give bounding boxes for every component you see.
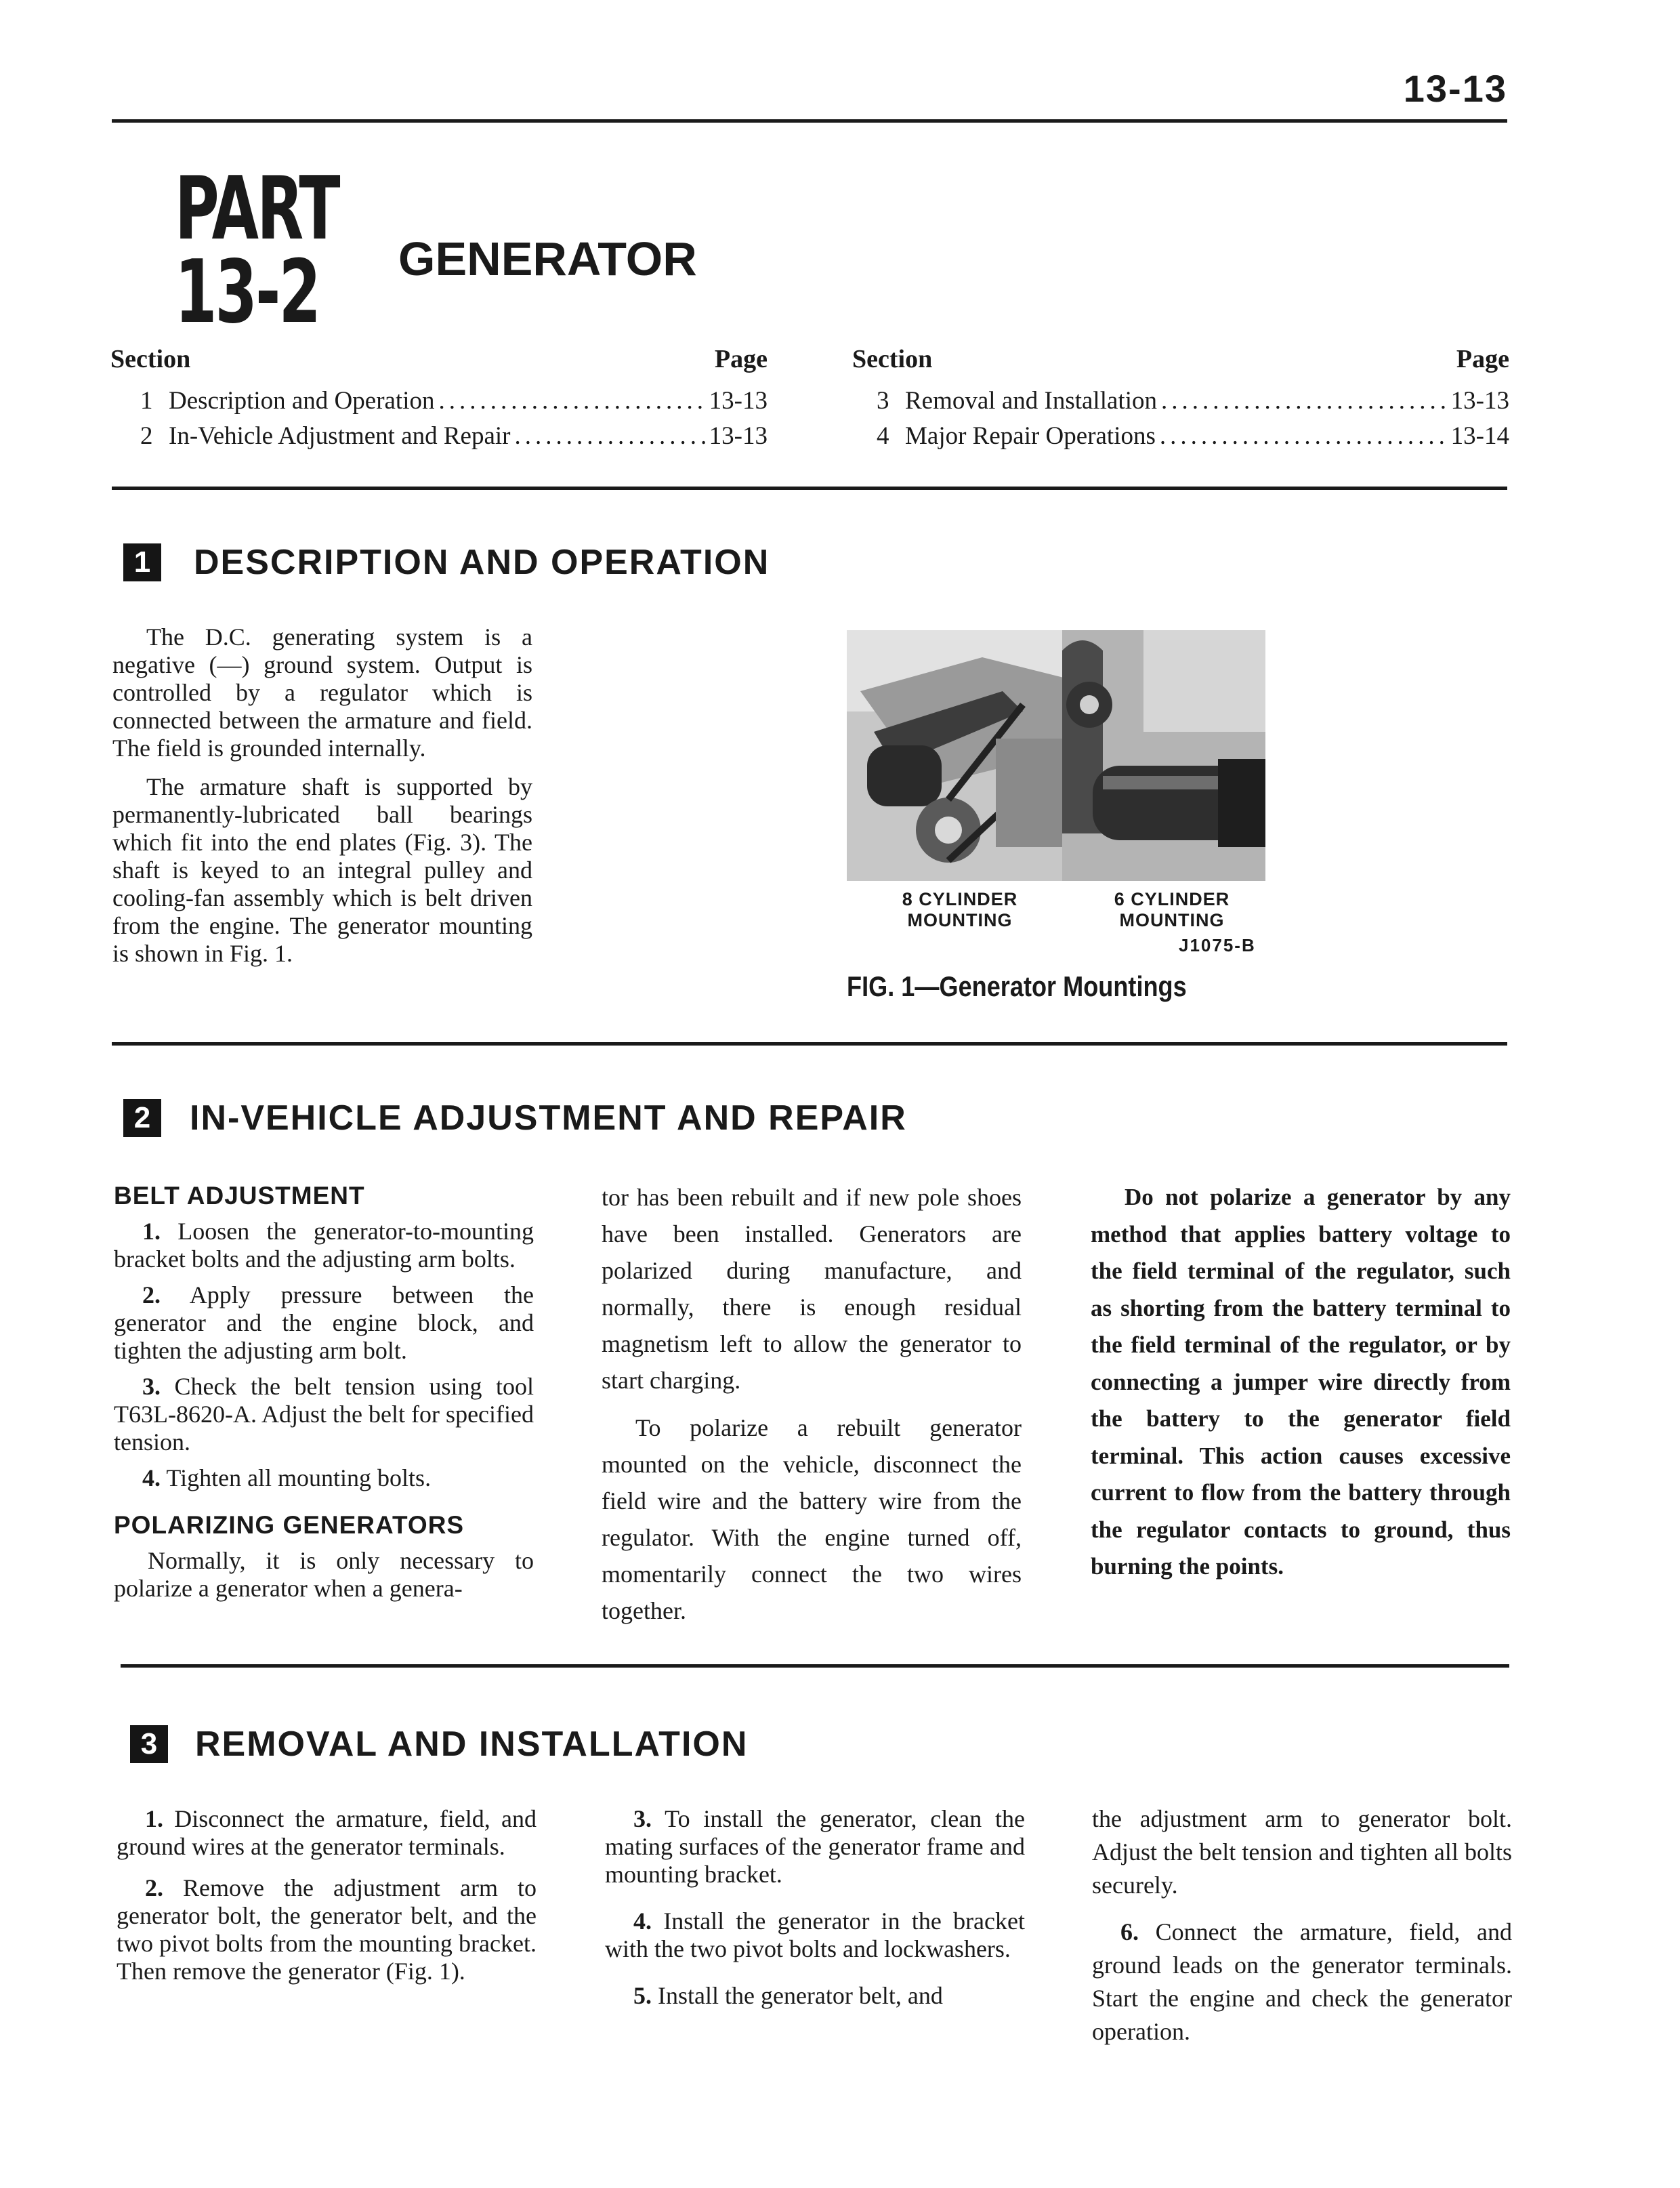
step-text: Loosen the generator-to-mounting bracket bolts and the adjusting arm bolts. — [114, 1218, 534, 1273]
toc-row-num: 3 — [877, 387, 889, 415]
toc-rule — [112, 487, 1507, 490]
part-title: GENERATOR — [398, 232, 697, 285]
header-rule — [112, 119, 1507, 123]
step-text: Remove the adjustment arm to generator bolt, the generator belt, and the two pivot bolts from the mounting bracket. Then remove the generator (Fig. 1). — [117, 1874, 537, 1985]
figure-label-6-cylinder: 6 CYLINDER MOUNTING — [1114, 889, 1230, 930]
toc-row-title: In-Vehicle Adjustment and Repair — [169, 422, 511, 450]
toc-row-num: 2 — [140, 422, 153, 450]
step-number: 6. — [1120, 1918, 1139, 1945]
toc-section-label: Section — [110, 345, 191, 373]
step-item — [1092, 1916, 1512, 2048]
toc-right — [852, 344, 1509, 454]
paragraph: Normally, it is only necessary to polarize a generator when a genera- — [114, 1547, 534, 1602]
figure-caption: FIG. 1—Generator Mountings — [847, 970, 1187, 1002]
step-number: 4. — [142, 1464, 161, 1491]
part-label-block — [175, 159, 339, 343]
paragraph: the adjustment arm to generator bolt. Adjust the belt tension and tighten all bolts securely. — [1092, 1805, 1512, 1899]
engine-photo-icon — [1062, 630, 1265, 881]
section-3-col-2 — [605, 1805, 1025, 2018]
section-1-text — [112, 623, 532, 978]
section-2-col-1 — [114, 1182, 534, 1613]
section-title: REMOVAL AND INSTALLATION — [195, 1725, 749, 1764]
step-number: 1. — [142, 1218, 161, 1245]
step-number: 2. — [142, 1281, 161, 1308]
toc-left — [110, 344, 768, 454]
toc-row-page: 13-14 — [1450, 422, 1509, 450]
paragraph: tor has been rebuilt and if new pole shoes have been installed. Generators are polarized during manufacture, and normally, there is enough residual magnetism left to allow the generator to start charging. — [602, 1184, 1022, 1394]
section-3-col-3 — [1092, 1802, 1512, 2057]
toc-row[interactable] — [852, 419, 1509, 454]
section-2-rule — [121, 1664, 1509, 1668]
step-text: Tighten all mounting bolts. — [166, 1464, 432, 1491]
section-title: DESCRIPTION AND OPERATION — [194, 543, 770, 582]
toc-leader-dots — [1161, 384, 1447, 419]
page-number: 13-13 — [1403, 67, 1507, 110]
step-item — [114, 1281, 534, 1365]
section-2-heading — [123, 1098, 907, 1138]
step-item — [117, 1805, 537, 1861]
toc-section-label: Section — [852, 345, 933, 373]
belt-adjustment-heading: BELT ADJUSTMENT — [114, 1182, 365, 1210]
toc-leader-dots — [515, 419, 705, 454]
section-number-badge: 2 — [123, 1099, 161, 1137]
toc-page-label: Page — [1456, 345, 1509, 373]
engine-photo-icon — [847, 630, 1064, 881]
section-3-heading — [130, 1724, 748, 1764]
toc-row-num: 4 — [877, 422, 889, 450]
toc-row[interactable] — [852, 384, 1509, 419]
toc-page-label: Page — [714, 345, 768, 373]
step-number: 5. — [633, 1982, 652, 2009]
toc-row-title: Description and Operation — [169, 387, 435, 415]
toc-row-page: 13-13 — [709, 422, 768, 450]
figure-photo-6-cylinder — [1062, 630, 1265, 881]
section-2-col-2 — [602, 1179, 1022, 1640]
toc-row[interactable] — [110, 384, 768, 419]
toc-row[interactable] — [110, 419, 768, 454]
toc-row-num: 1 — [140, 387, 153, 415]
toc-leader-dots — [439, 384, 705, 419]
section-1-heading — [123, 542, 770, 583]
warning-text: Do not polarize a generator by any method that applies battery voltage to the field terminal of the regulator, such as shorting from the battery terminal to the field terminal of the regulator, or by connecting a jumper wire directly from the battery to the generator field terminal. This action causes excessive current to flow from the battery through the regulator contacts to ground, thus burning the points. — [1091, 1184, 1511, 1580]
step-item — [114, 1218, 534, 1273]
step-number: 2. — [145, 1874, 163, 1901]
toc-row-page: 13-13 — [709, 387, 768, 415]
figure-label-8-cylinder: 8 CYLINDER MOUNTING — [902, 889, 1018, 930]
section-number-badge: 3 — [130, 1725, 168, 1763]
toc-left-header — [110, 344, 768, 374]
toc-right-header — [852, 344, 1509, 374]
figure-code: J1075-B — [1179, 935, 1256, 955]
step-item — [605, 1982, 1025, 2010]
step-number: 3. — [633, 1805, 652, 1832]
paragraph: The armature shaft is supported by permanently-lubricated ball bearings which fit into the end plates (Fig. 3). The shaft is keyed to an integral pulley and cooling-fan assembly which is belt driven from the engine. The generator mounting is shown in Fig. 1. — [112, 773, 532, 967]
step-text: Connect the armature, field, and ground leads on the generator terminals. Start the engine and check the generator operation. — [1092, 1918, 1512, 2045]
toc-row-title: Major Repair Operations — [905, 422, 1156, 450]
step-item — [114, 1373, 534, 1456]
step-item — [605, 1805, 1025, 1888]
step-text: Check the belt tension using tool T63L-8620-A. Adjust the belt for specified tension. — [114, 1373, 534, 1456]
section-2-warning — [1091, 1179, 1511, 1596]
step-text: To install the generator, clean the mating surfaces of the generator frame and mounting bracket. — [605, 1805, 1025, 1888]
step-number: 4. — [633, 1907, 652, 1935]
paragraph: The D.C. generating system is a negative (—) ground system. Output is controlled by a regulator which is connected between the armature and field. The field is grounded internally. — [112, 623, 532, 762]
part-number: 13-2 — [175, 241, 320, 343]
section-1-rule — [112, 1042, 1507, 1046]
toc-leader-dots — [1160, 419, 1447, 454]
toc-row-page: 13-13 — [1450, 387, 1509, 415]
step-text: Install the generator in the bracket with the two pivot bolts and lockwashers. — [605, 1907, 1025, 1962]
section-3-col-1 — [117, 1805, 537, 1994]
step-text: Disconnect the armature, field, and ground wires at the generator terminals. — [117, 1805, 537, 1860]
step-number: 3. — [142, 1373, 161, 1400]
section-title: IN-VEHICLE ADJUSTMENT AND REPAIR — [190, 1098, 907, 1138]
paragraph: To polarize a rebuilt generator mounted on the vehicle, disconnect the field wire and the battery wire from the regulator. With the engine turned off, momentarily connect the two wires together. — [602, 1414, 1022, 1624]
step-item — [114, 1464, 534, 1492]
step-text: Apply pressure between the generator and the engine block, and tighten the adjusting arm bolt. — [114, 1281, 534, 1364]
step-item — [117, 1874, 537, 1985]
toc-row-title: Removal and Installation — [905, 387, 1157, 415]
polarizing-generators-heading: POLARIZING GENERATORS — [114, 1511, 465, 1539]
part-label: PART — [175, 159, 339, 260]
figure-photo-8-cylinder — [847, 630, 1064, 881]
step-item — [605, 1907, 1025, 1963]
section-number-badge: 1 — [123, 543, 161, 581]
step-text: Install the generator belt, and — [658, 1982, 943, 2009]
step-number: 1. — [145, 1805, 163, 1832]
